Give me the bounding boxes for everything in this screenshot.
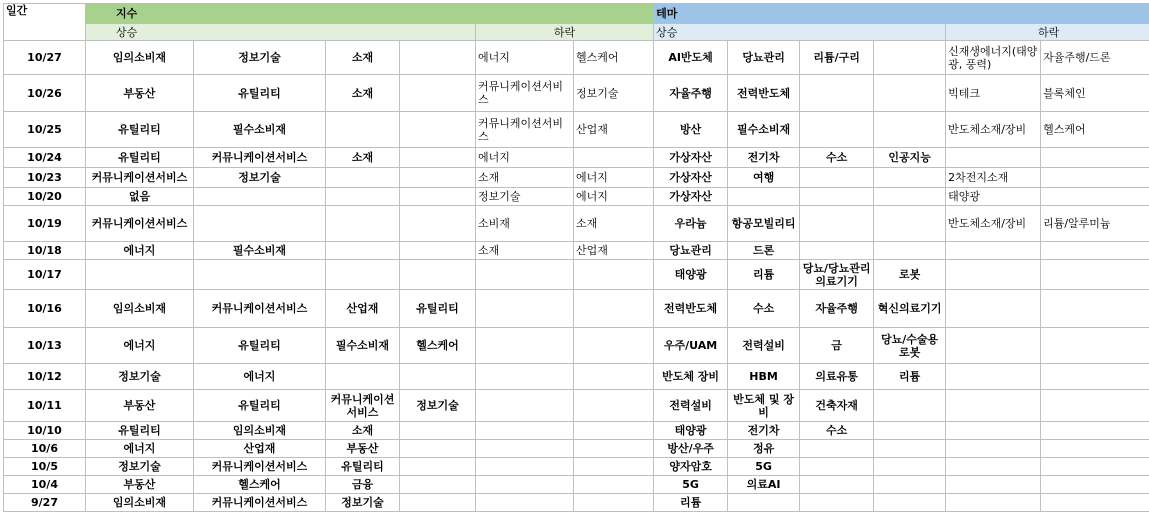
theme-up-cell[interactable]: 정유: [728, 440, 800, 458]
theme-up-cell[interactable]: [874, 206, 946, 242]
index-down-cell[interactable]: [476, 364, 574, 390]
header-row-1: [4, 4, 1149, 24]
theme-down-cell[interactable]: 블록체인: [1041, 75, 1149, 112]
index-down-cell[interactable]: [476, 476, 574, 494]
theme-down-cell[interactable]: 태양광: [946, 188, 1041, 206]
theme-up-cell[interactable]: 당뇨관리: [654, 242, 728, 260]
theme-up-cell[interactable]: [728, 494, 800, 512]
date-cell[interactable]: 10/5: [4, 458, 86, 476]
theme-up-cell[interactable]: [800, 188, 874, 206]
index-up-cell[interactable]: 소재: [326, 422, 400, 440]
index-up-cell[interactable]: [326, 206, 400, 242]
index-up-cell[interactable]: [326, 364, 400, 390]
theme-up-cell[interactable]: [874, 188, 946, 206]
theme-up-cell[interactable]: [800, 458, 874, 476]
theme-up-cell[interactable]: 태양광: [654, 260, 728, 290]
index-up-cell[interactable]: [400, 440, 476, 458]
index-up-cell[interactable]: 임의소비재: [86, 290, 194, 328]
period-header[interactable]: 일간: [4, 4, 86, 41]
theme-up-cell[interactable]: 전기차: [728, 422, 800, 440]
theme-up-cell[interactable]: [800, 242, 874, 260]
date-cell[interactable]: 10/25: [4, 112, 86, 148]
index-down-cell[interactable]: 커뮤니케이션서비스: [476, 75, 574, 112]
index-down-cell[interactable]: [476, 458, 574, 476]
index-down-cell[interactable]: 커뮤니케이션서비스: [476, 112, 574, 148]
index-up-cell[interactable]: [400, 476, 476, 494]
index-up-cell[interactable]: 없음: [86, 188, 194, 206]
index-up-cell[interactable]: [326, 112, 400, 148]
header-row-2: [4, 24, 1149, 41]
theme-up-cell[interactable]: 인공지능: [874, 148, 946, 168]
table-row: [4, 494, 1149, 512]
date-cell[interactable]: 10/4: [4, 476, 86, 494]
index-up-cell[interactable]: 부동산: [86, 75, 194, 112]
date-cell[interactable]: 10/26: [4, 75, 86, 112]
theme-down-cell[interactable]: [1041, 242, 1149, 260]
index-up-cell[interactable]: [400, 206, 476, 242]
table-row: [4, 168, 1149, 188]
index-down-cell[interactable]: [476, 328, 574, 364]
theme-up-cell[interactable]: 의료AI: [728, 476, 800, 494]
index-down-cell[interactable]: 소재: [476, 242, 574, 260]
theme-up-cell[interactable]: 5G: [728, 458, 800, 476]
table-row: [4, 242, 1149, 260]
index-up-cell[interactable]: [400, 75, 476, 112]
index-down-cell[interactable]: [476, 494, 574, 512]
theme-up-cell[interactable]: 가상자산: [654, 148, 728, 168]
theme-up-cell[interactable]: [874, 476, 946, 494]
index-down-cell[interactable]: 에너지: [574, 188, 654, 206]
index-up-cell[interactable]: [400, 458, 476, 476]
index-up-cell[interactable]: 유틸리티: [194, 390, 326, 422]
theme-down-cell[interactable]: 자율주행/드론: [1041, 41, 1149, 75]
index-down-cell[interactable]: [574, 440, 654, 458]
index-up-cell[interactable]: 에너지: [86, 242, 194, 260]
theme-up-cell[interactable]: 당뇨관리: [728, 41, 800, 75]
theme-up-cell[interactable]: 드론: [728, 242, 800, 260]
theme-down-cell[interactable]: [1041, 458, 1149, 476]
theme-down-cell[interactable]: [1041, 168, 1149, 188]
index-up-cell[interactable]: [326, 260, 400, 290]
index-up-cell[interactable]: 부동산: [326, 440, 400, 458]
date-cell[interactable]: 10/18: [4, 242, 86, 260]
theme-up-cell[interactable]: [874, 422, 946, 440]
index-down-cell[interactable]: [574, 458, 654, 476]
index-up-cell[interactable]: 소재: [326, 75, 400, 112]
index-up-cell[interactable]: 커뮤니케이션서비스: [194, 458, 326, 476]
index-down-cell[interactable]: 정보기술: [476, 188, 574, 206]
theme-up-cell[interactable]: 건축자재: [800, 390, 874, 422]
index-up-cell[interactable]: [400, 41, 476, 75]
index-up-cell[interactable]: 유틸리티: [194, 328, 326, 364]
theme-up-cell[interactable]: 전력설비: [654, 390, 728, 422]
index-down-header[interactable]: 하락: [476, 24, 654, 41]
index-up-cell[interactable]: 산업재: [194, 440, 326, 458]
index-up-cell[interactable]: 커뮤니케이션서비스: [194, 148, 326, 168]
index-down-cell[interactable]: 에너지: [574, 168, 654, 188]
theme-down-cell[interactable]: 빅테크: [946, 75, 1041, 112]
date-cell[interactable]: 10/13: [4, 328, 86, 364]
index-up-cell[interactable]: 필수소비재: [194, 112, 326, 148]
index-down-cell[interactable]: [574, 260, 654, 290]
theme-down-cell[interactable]: 리튬/알루미늄: [1041, 206, 1149, 242]
theme-up-cell[interactable]: [874, 112, 946, 148]
date-cell[interactable]: 10/20: [4, 188, 86, 206]
index-up-cell[interactable]: 정보기술: [194, 41, 326, 75]
theme-up-cell[interactable]: [874, 75, 946, 112]
index-up-cell[interactable]: [326, 242, 400, 260]
index-up-cell[interactable]: 커뮤니케이션서비스: [86, 168, 194, 188]
table-row: [4, 112, 1149, 148]
theme-up-cell[interactable]: [874, 390, 946, 422]
date-cell[interactable]: 10/24: [4, 148, 86, 168]
date-cell[interactable]: 10/10: [4, 422, 86, 440]
theme-down-cell[interactable]: 헬스케어: [1041, 112, 1149, 148]
table-row: [4, 328, 1149, 364]
index-down-cell[interactable]: [476, 390, 574, 422]
index-up-cell[interactable]: 소재: [326, 148, 400, 168]
date-cell[interactable]: 10/12: [4, 364, 86, 390]
market-summary-table: [3, 3, 1149, 512]
index-down-cell[interactable]: [574, 390, 654, 422]
theme-down-cell[interactable]: [946, 260, 1041, 290]
theme-up-cell[interactable]: [800, 112, 874, 148]
index-down-cell[interactable]: 에너지: [476, 148, 574, 168]
table-row: [4, 260, 1149, 290]
index-up-cell[interactable]: [400, 260, 476, 290]
theme-up-cell[interactable]: [728, 188, 800, 206]
index-up-cell[interactable]: [400, 422, 476, 440]
index-up-cell[interactable]: [194, 206, 326, 242]
theme-up-cell[interactable]: 방산: [654, 112, 728, 148]
index-down-cell[interactable]: [476, 290, 574, 328]
index-up-cell[interactable]: 커뮤니케이션서비스: [194, 290, 326, 328]
index-down-cell[interactable]: [574, 494, 654, 512]
index-down-cell[interactable]: [476, 422, 574, 440]
index-down-cell[interactable]: 산업재: [574, 112, 654, 148]
index-up-cell[interactable]: 소재: [326, 41, 400, 75]
theme-up-cell[interactable]: 리튬: [874, 364, 946, 390]
index-up-cell[interactable]: 정보기술: [326, 494, 400, 512]
theme-up-cell[interactable]: 양자암호: [654, 458, 728, 476]
theme-up-cell[interactable]: [874, 458, 946, 476]
theme-up-cell[interactable]: [800, 494, 874, 512]
index-up-cell[interactable]: 유틸리티: [86, 422, 194, 440]
index-up-cell[interactable]: 금융: [326, 476, 400, 494]
index-up-cell[interactable]: [400, 168, 476, 188]
theme-group-header[interactable]: 테마: [654, 4, 1149, 24]
theme-up-cell[interactable]: HBM: [728, 364, 800, 390]
theme-up-cell[interactable]: [874, 41, 946, 75]
index-down-cell[interactable]: [476, 440, 574, 458]
table-row: [4, 476, 1149, 494]
theme-down-cell[interactable]: [946, 476, 1041, 494]
index-down-cell[interactable]: [574, 148, 654, 168]
index-down-cell[interactable]: 소재: [574, 206, 654, 242]
theme-up-cell[interactable]: 리튬: [728, 260, 800, 290]
index-down-cell[interactable]: 산업재: [574, 242, 654, 260]
index-down-cell[interactable]: 에너지: [476, 41, 574, 75]
theme-up-cell[interactable]: [800, 440, 874, 458]
theme-up-cell[interactable]: 당뇨/당뇨관리의료기기: [800, 260, 874, 290]
theme-up-cell[interactable]: [874, 168, 946, 188]
theme-up-cell[interactable]: 전력반도체: [728, 75, 800, 112]
index-up-cell[interactable]: 유틸리티: [194, 75, 326, 112]
index-up-cell[interactable]: 부동산: [86, 390, 194, 422]
theme-down-cell[interactable]: [946, 148, 1041, 168]
date-cell[interactable]: 10/19: [4, 206, 86, 242]
theme-up-cell[interactable]: [874, 494, 946, 512]
index-up-cell[interactable]: 커뮤니케이션서비스: [194, 494, 326, 512]
theme-up-cell[interactable]: 수소: [800, 422, 874, 440]
date-cell[interactable]: 10/11: [4, 390, 86, 422]
theme-up-cell[interactable]: 수소: [728, 290, 800, 328]
theme-down-cell[interactable]: [1041, 364, 1149, 390]
theme-down-cell[interactable]: [1041, 440, 1149, 458]
index-down-cell[interactable]: [574, 364, 654, 390]
index-up-cell[interactable]: [86, 260, 194, 290]
table-body: [4, 41, 1149, 512]
theme-up-cell[interactable]: 리튬/구리: [800, 41, 874, 75]
theme-down-cell[interactable]: [1041, 290, 1149, 328]
index-up-cell[interactable]: [400, 364, 476, 390]
index-up-header[interactable]: 상승: [86, 24, 476, 41]
table-row: [4, 41, 1149, 75]
theme-down-cell[interactable]: 신재생에너지(태양광, 풍력): [946, 41, 1041, 75]
index-down-cell[interactable]: [574, 476, 654, 494]
table-row: [4, 206, 1149, 242]
theme-up-cell[interactable]: 항공모빌리티: [728, 206, 800, 242]
index-up-cell[interactable]: 헬스케어: [400, 328, 476, 364]
date-cell[interactable]: 10/27: [4, 41, 86, 75]
index-up-cell[interactable]: 임의소비재: [86, 494, 194, 512]
theme-down-cell[interactable]: [946, 328, 1041, 364]
index-up-cell[interactable]: 정보기술: [400, 390, 476, 422]
theme-up-cell[interactable]: 리튬: [654, 494, 728, 512]
index-up-cell[interactable]: [326, 188, 400, 206]
theme-up-cell[interactable]: 전기차: [728, 148, 800, 168]
table-row: [4, 148, 1149, 168]
theme-up-cell[interactable]: [874, 440, 946, 458]
theme-up-cell[interactable]: [800, 476, 874, 494]
theme-down-cell[interactable]: [1041, 390, 1149, 422]
index-up-cell[interactable]: 정보기술: [86, 458, 194, 476]
table-row: [4, 422, 1149, 440]
index-up-cell[interactable]: 임의소비재: [86, 41, 194, 75]
theme-up-cell[interactable]: 혁신의료기기: [874, 290, 946, 328]
index-down-cell[interactable]: [574, 422, 654, 440]
theme-down-cell[interactable]: [946, 458, 1041, 476]
theme-down-cell[interactable]: [1041, 494, 1149, 512]
index-down-cell[interactable]: 정보기술: [574, 75, 654, 112]
theme-down-cell[interactable]: [946, 290, 1041, 328]
index-up-cell[interactable]: 정보기술: [194, 168, 326, 188]
theme-up-cell[interactable]: 우라늄: [654, 206, 728, 242]
theme-down-cell[interactable]: [946, 494, 1041, 512]
theme-up-cell[interactable]: 필수소비재: [728, 112, 800, 148]
index-up-cell[interactable]: 에너지: [194, 364, 326, 390]
index-up-cell[interactable]: [400, 148, 476, 168]
date-cell[interactable]: 10/23: [4, 168, 86, 188]
theme-up-cell[interactable]: 자율주행: [800, 290, 874, 328]
index-up-cell[interactable]: [194, 260, 326, 290]
theme-up-cell[interactable]: [874, 242, 946, 260]
theme-down-cell[interactable]: [946, 422, 1041, 440]
index-up-cell[interactable]: 유틸리티: [86, 112, 194, 148]
index-down-cell[interactable]: 헬스케어: [574, 41, 654, 75]
theme-down-cell[interactable]: [1041, 328, 1149, 364]
index-up-cell[interactable]: 에너지: [86, 440, 194, 458]
theme-up-cell[interactable]: 5G: [654, 476, 728, 494]
index-up-cell[interactable]: 에너지: [86, 328, 194, 364]
index-up-cell[interactable]: 커뮤니케이션서비스: [326, 390, 400, 422]
theme-down-cell[interactable]: [1041, 188, 1149, 206]
table-row: [4, 364, 1149, 390]
index-up-cell[interactable]: 커뮤니케이션서비스: [86, 206, 194, 242]
index-up-cell[interactable]: 유틸리티: [326, 458, 400, 476]
theme-up-cell[interactable]: 가상자산: [654, 188, 728, 206]
table-row: [4, 440, 1149, 458]
table-row: [4, 390, 1149, 422]
theme-up-cell[interactable]: 전력반도체: [654, 290, 728, 328]
theme-up-cell[interactable]: 수소: [800, 148, 874, 168]
theme-up-cell[interactable]: [800, 75, 874, 112]
theme-up-cell[interactable]: 여행: [728, 168, 800, 188]
index-up-cell[interactable]: 필수소비재: [194, 242, 326, 260]
theme-up-cell[interactable]: 금: [800, 328, 874, 364]
index-up-cell[interactable]: 정보기술: [86, 364, 194, 390]
theme-down-cell[interactable]: 반도체소재/장비: [946, 206, 1041, 242]
index-up-cell[interactable]: 헬스케어: [194, 476, 326, 494]
index-up-cell[interactable]: [194, 188, 326, 206]
index-up-cell[interactable]: 유틸리티: [400, 290, 476, 328]
index-down-cell[interactable]: 소비재: [476, 206, 574, 242]
theme-down-cell[interactable]: [1041, 476, 1149, 494]
theme-down-cell[interactable]: 2차전지소재: [946, 168, 1041, 188]
date-cell[interactable]: 9/27: [4, 494, 86, 512]
date-cell[interactable]: 10/6: [4, 440, 86, 458]
table-row: [4, 188, 1149, 206]
theme-down-cell[interactable]: [1041, 148, 1149, 168]
theme-down-cell[interactable]: [946, 390, 1041, 422]
table-row: [4, 290, 1149, 328]
index-up-cell[interactable]: 필수소비재: [326, 328, 400, 364]
index-up-cell[interactable]: 부동산: [86, 476, 194, 494]
theme-up-cell[interactable]: 자율주행: [654, 75, 728, 112]
theme-down-cell[interactable]: [946, 440, 1041, 458]
theme-up-cell[interactable]: 로봇: [874, 260, 946, 290]
theme-down-header[interactable]: 하락: [946, 24, 1149, 41]
theme-up-cell[interactable]: 가상자산: [654, 168, 728, 188]
index-up-cell[interactable]: [400, 242, 476, 260]
index-up-cell[interactable]: [400, 188, 476, 206]
theme-up-cell[interactable]: 우주/UAM: [654, 328, 728, 364]
theme-up-cell[interactable]: 당뇨/수술용로봇: [874, 328, 946, 364]
theme-up-cell[interactable]: 태양광: [654, 422, 728, 440]
theme-up-cell[interactable]: 반도체 및 장비: [728, 390, 800, 422]
theme-up-cell[interactable]: [800, 206, 874, 242]
theme-up-header[interactable]: 상승: [654, 24, 946, 41]
index-down-cell[interactable]: [476, 260, 574, 290]
index-down-cell[interactable]: [574, 290, 654, 328]
index-up-cell[interactable]: 산업재: [326, 290, 400, 328]
theme-down-cell[interactable]: 반도체소재/장비: [946, 112, 1041, 148]
index-down-cell[interactable]: [574, 328, 654, 364]
index-group-header[interactable]: 지수: [86, 4, 654, 24]
index-up-cell[interactable]: 유틸리티: [86, 148, 194, 168]
theme-up-cell[interactable]: 반도체 장비: [654, 364, 728, 390]
theme-down-cell[interactable]: [1041, 260, 1149, 290]
index-up-cell[interactable]: [400, 494, 476, 512]
index-up-cell[interactable]: [400, 112, 476, 148]
theme-up-cell[interactable]: 방산/우주: [654, 440, 728, 458]
index-up-cell[interactable]: [326, 168, 400, 188]
theme-up-cell[interactable]: [800, 168, 874, 188]
table-row: [4, 75, 1149, 112]
table-row: [4, 458, 1149, 476]
theme-up-cell[interactable]: 전력설비: [728, 328, 800, 364]
date-cell[interactable]: 10/17: [4, 260, 86, 290]
date-cell[interactable]: 10/16: [4, 290, 86, 328]
theme-down-cell[interactable]: [946, 242, 1041, 260]
index-down-cell[interactable]: 소재: [476, 168, 574, 188]
index-up-cell[interactable]: 임의소비재: [194, 422, 326, 440]
theme-down-cell[interactable]: [946, 364, 1041, 390]
theme-up-cell[interactable]: 의료유통: [800, 364, 874, 390]
theme-up-cell[interactable]: AI반도체: [654, 41, 728, 75]
theme-down-cell[interactable]: [1041, 422, 1149, 440]
